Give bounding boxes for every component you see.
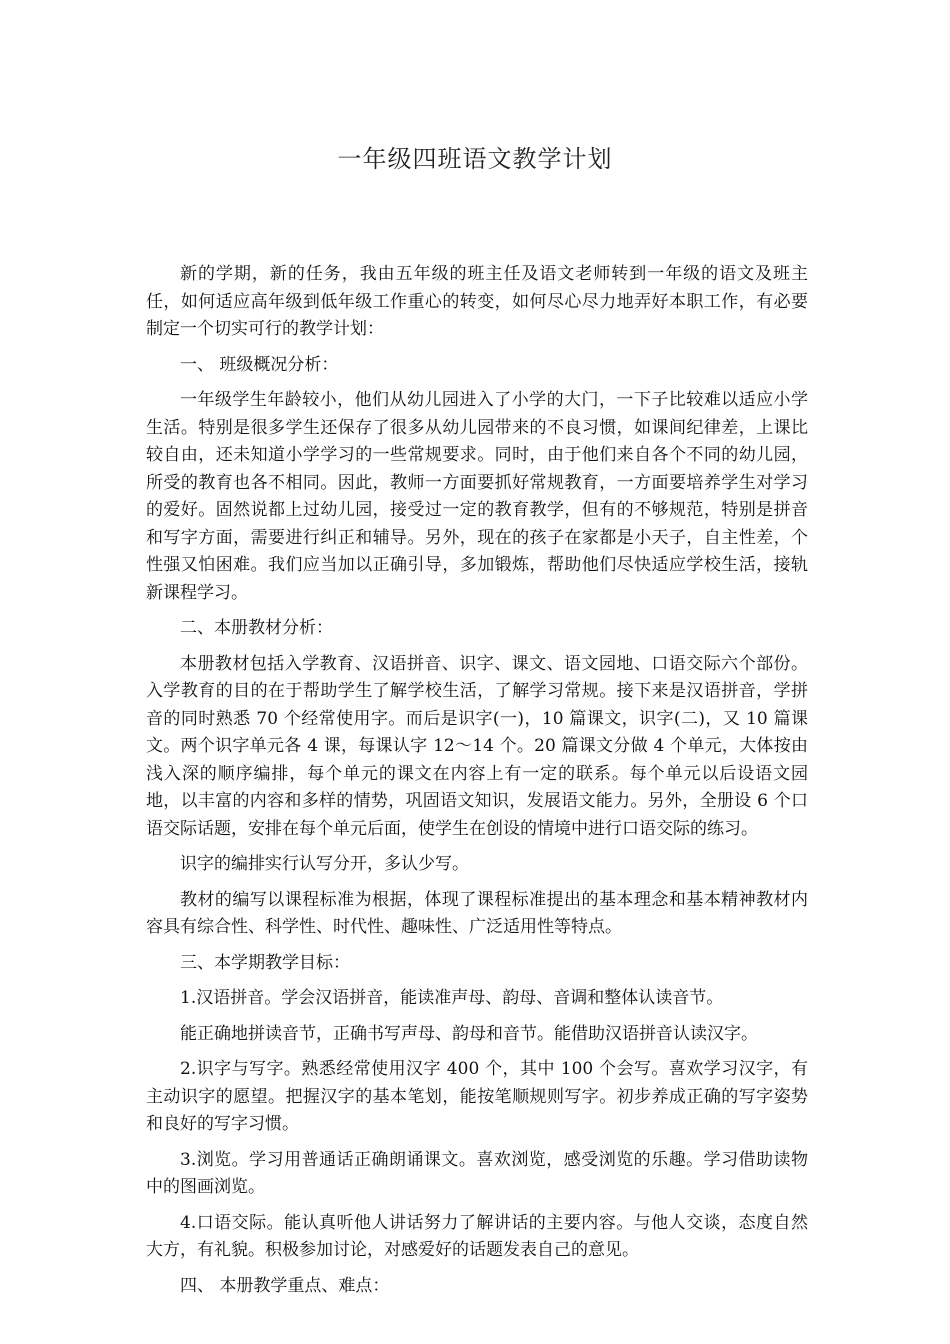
goal-oral-communication-paragraph: 4.口语交际。能认真听他人讲话努力了解讲话的主要内容。与他人交谈，态度自然大方，有礼貌。积极参加讨论，对感爱好的话题发表自己的意见。	[146, 1212, 808, 1260]
literacy-arrangement-paragraph: 识字的编排实行认写分开，多认少写。	[180, 854, 469, 874]
goal-literacy-paragraph: 2.识字与写字。熟悉经常使用汉字 400 个，其中 100 个会写。喜欢学习汉字，有主动识字的愿望。把握汉字的基本笔划，能按笔顺规则写字。初步养成正确的写字姿势和良好的写字习惯。	[146, 1059, 808, 1134]
document-title: 一年级四班语文教学计划	[337, 145, 613, 173]
intro-paragraph: 新的学期，新的任务，我由五年级的班主任及语文老师转到一年级的语文及班主任，如何适应高年级到低年级工作重心的转变，如何尽心尽力地弄好本职工作，有必要制定一个切实可行的教学计划：	[146, 264, 808, 339]
section-heading-class-analysis: 一、 班级概况分析：	[180, 354, 339, 375]
goal-pinyin-paragraph: 1.汉语拼音。学会汉语拼音，能读准声母、韵母、音调和整体认读音节。	[180, 988, 724, 1008]
textbook-features-paragraph: 教材的编写以课程标准为根据，体现了课程标准提出的基本理念和基本精神教材内容具有综合性、科学性、时代性、趣味性、广泛适用性等特点。	[146, 889, 808, 937]
section-heading-textbook-analysis: 二、本册教材分析：	[180, 618, 333, 638]
section-heading-teaching-goals: 三、本学期教学目标：	[180, 952, 350, 973]
textbook-analysis-paragraph: 本册教材包括入学教育、汉语拼音、识字、课文、语文园地、口语交际六个部份。入学教育的目的在于帮助学生了解学校生活，了解学习常规。接下来是汉语拼音，学拼音的同时熟悉 70 个经常使用字。而后是识字(一)，10 篇课文，识字(二)，又 10 篇课文。两个识字单元各 4 课，每课认字 12～14 个。20 篇课文分做 4 个单元，大体按由浅入深的顺序编排，每个单元的课文在内容上有一定的联系。每个单元以后设语文园地，以丰富的内容和多样的情势，巩固语文知识，发展语文能力。另外，全册设 6 个口语交际话题，安排在每个单元后面，使学生在创设的情境中进行口语交际的练习。	[146, 653, 808, 839]
goal-pinyin-detail-paragraph: 能正确地拼读音节，正确书写声母、韵母和音节。能借助汉语拼音认读汉字。	[180, 1023, 758, 1044]
document-body	[146, 261, 808, 1308]
class-analysis-paragraph: 一年级学生年龄较小，他们从幼儿园进入了小学的大门，一下子比较难以适应小学生活。特别是很多学生还保存了很多从幼儿园带来的不良习惯，如课间纪律差，上课比较自由，还未知道小学学习的一些常规要求。同时，由于他们来自各个不同的幼儿园，所受的教育也各不相同。因此，教师一方面要抓好常规教育，一方面要培养学生对学习的爱好。固然说都上过幼儿园，接受过一定的教育教学，但有的不够规范，特别是拼音和写字方面，需要进行纠正和辅导。另外，现在的孩子在家都是小天子，自主性差，个性强又怕困难。我们应当加以正确引导，多加锻炼，帮助他们尽快适应学校生活，接轨新课程学习。	[146, 390, 808, 603]
goal-reading-paragraph: 3.浏览。学习用普通话正确朗诵课文。喜欢浏览，感受浏览的乐趣。学习借助读物中的图画浏览。	[146, 1149, 808, 1197]
section-heading-key-points: 四、 本册教学重点、难点：	[180, 1275, 390, 1296]
